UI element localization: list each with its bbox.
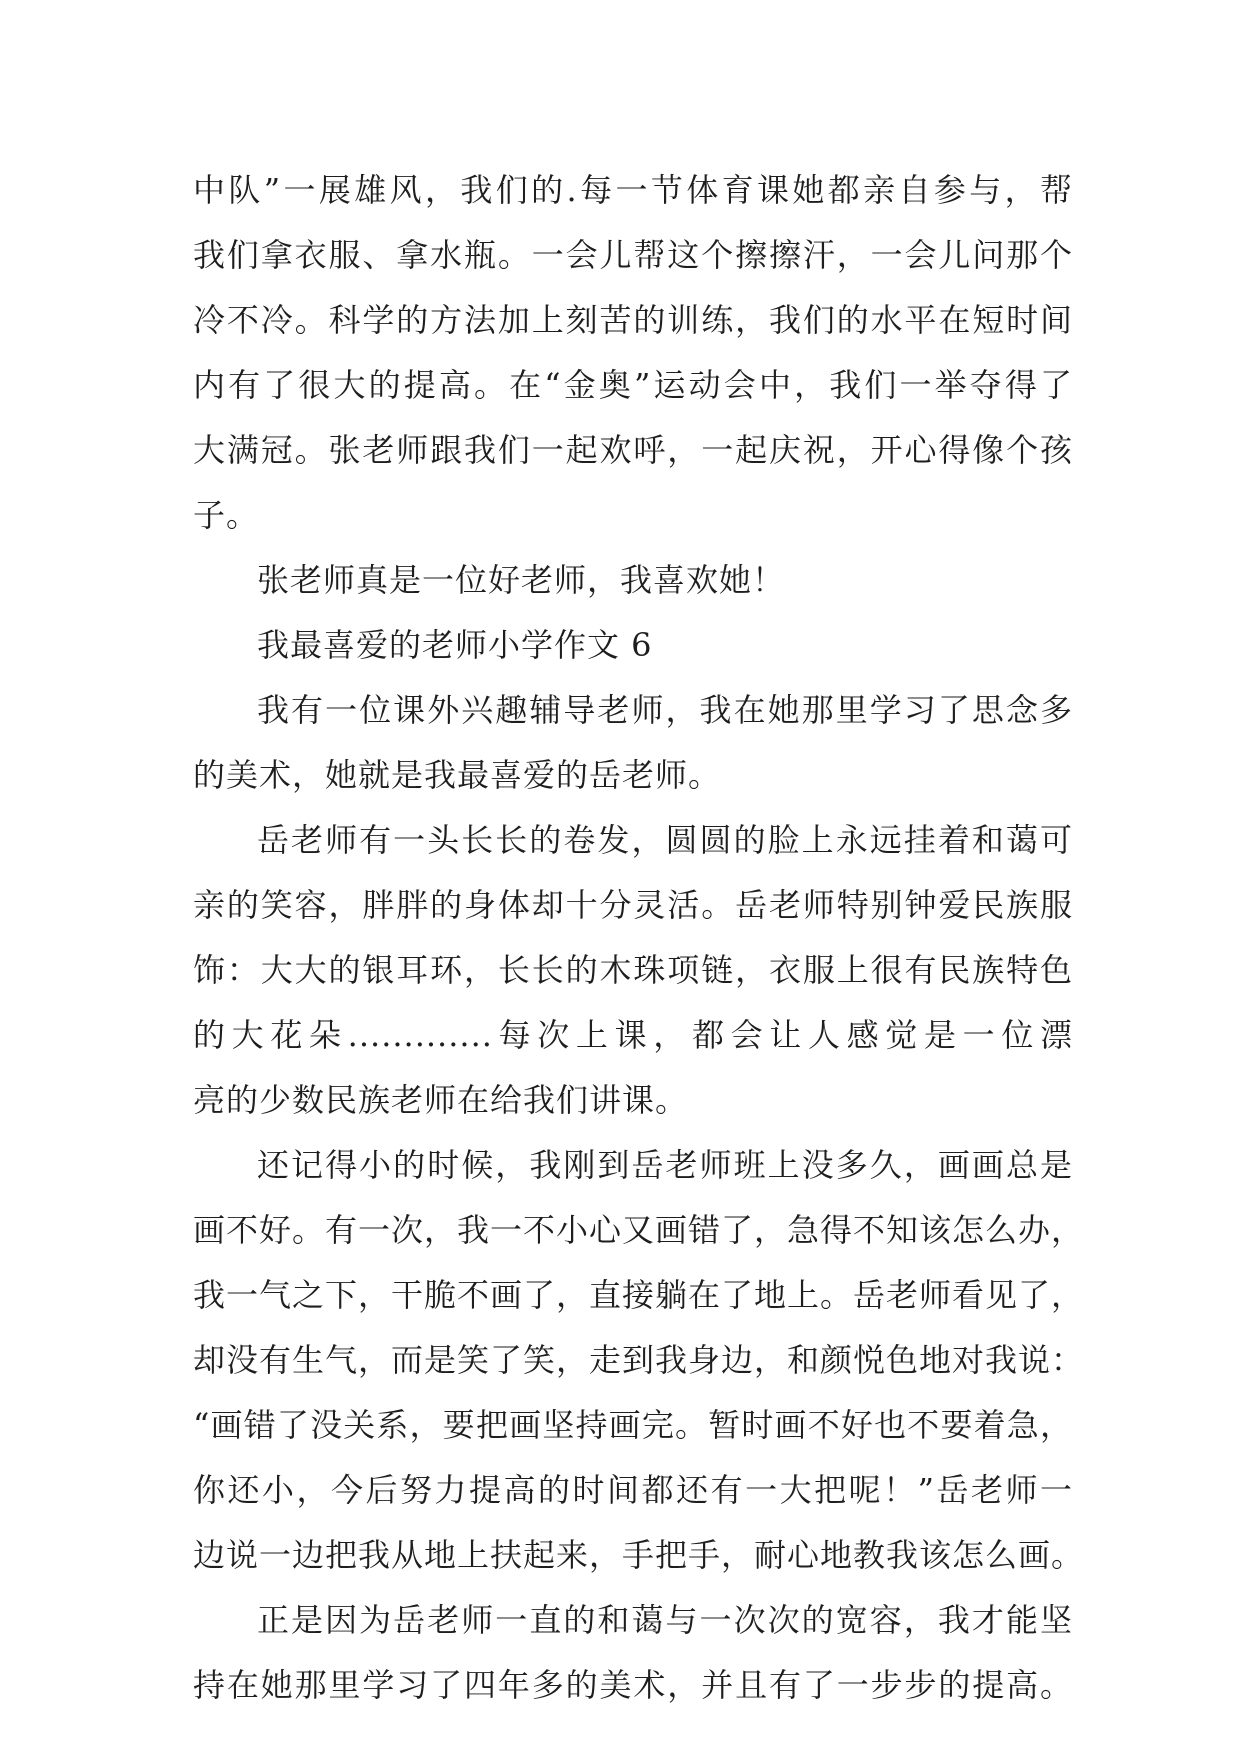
text-line-21: 你还小，今后努力提高的时间都还有一大把呢！”岳老师一 xyxy=(193,1471,1073,1509)
text-line-23: 正是因为岳老师一直的和蔼与一次次的宽容，我才能坚 xyxy=(257,1601,1073,1639)
text-line-20: “画错了没关系，要把画坚持画完。暂时画不好也不要着急， xyxy=(193,1406,1073,1444)
text-line-2: 我们拿衣服、拿水瓶。一会儿帮这个擦擦汗，一会儿问那个 xyxy=(193,236,1073,274)
text-line-1: 中队”一展雄风，我们的.每一节体育课她都亲自参与，帮 xyxy=(193,171,1073,209)
text-line-24: 持在她那里学习了四年多的美术，并且有了一步步的提高。 xyxy=(193,1666,1073,1704)
text-line-6: 子。 xyxy=(193,496,260,534)
text-line-19: 却没有生气，而是笑了笑，走到我身边，和颜悦色地对我说： xyxy=(193,1341,1085,1379)
text-line-13: 饰：大大的银耳环，长长的木珠项链，衣服上很有民族特色 xyxy=(193,951,1073,989)
text-line-12: 亲的笑容，胖胖的身体却十分灵活。岳老师特别钟爱民族服 xyxy=(193,886,1073,924)
text-line-15: 亮的少数民族老师在给我们讲课。 xyxy=(193,1081,689,1119)
essay-text xyxy=(193,158,1085,1718)
text-line-10: 的美术，她就是我最喜爱的岳老师。 xyxy=(193,756,722,794)
text-line-5: 大满冠。张老师跟我们一起欢呼，一起庆祝，开心得像个孩 xyxy=(193,431,1073,469)
text-line-11: 岳老师有一头长长的卷发，圆圆的脸上永远挂着和蔼可 xyxy=(257,821,1073,859)
text-line-7: 张老师真是一位好老师，我喜欢她！ xyxy=(257,561,786,599)
text-line-9: 我有一位课外兴趣辅导老师，我在她那里学习了思念多 xyxy=(257,691,1073,729)
text-line-16: 还记得小的时候，我刚到岳老师班上没多久，画画总是 xyxy=(257,1146,1073,1184)
text-line-22: 边说一边把我从地上扶起来，手把手，耐心地教我该怎么画。 xyxy=(193,1536,1085,1574)
text-line-3: 冷不冷。科学的方法加上刻苦的训练，我们的水平在短时间 xyxy=(193,301,1073,339)
text-line-14: 的大花朵.............每次上课，都会让人感觉是一位漂 xyxy=(193,1016,1073,1054)
text-line-4: 内有了很大的提高。在“金奥”运动会中，我们一举夺得了 xyxy=(193,366,1073,404)
text-line-18: 我一气之下，干脆不画了，直接躺在了地上。岳老师看见了， xyxy=(193,1276,1085,1314)
text-line-17: 画不好。有一次，我一不小心又画错了，急得不知该怎么办， xyxy=(193,1211,1085,1249)
section-heading: 我最喜爱的老师小学作文 6 xyxy=(257,626,653,664)
